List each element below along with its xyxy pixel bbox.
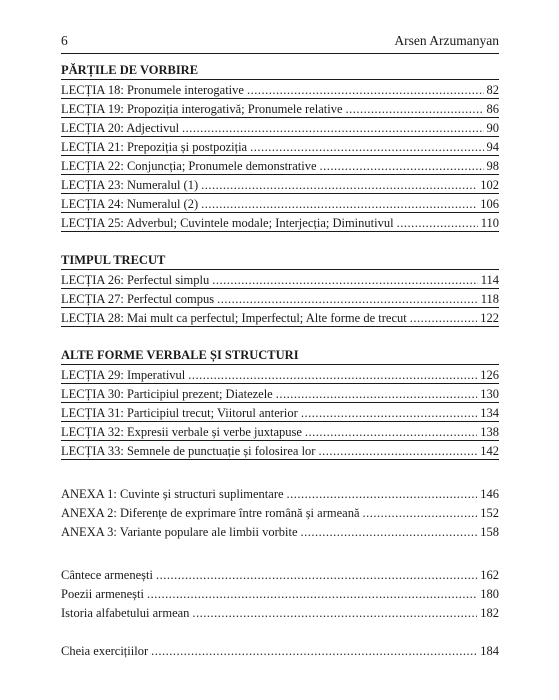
toc-entry-page: 106 [480,197,499,211]
toc-entry[interactable] [61,119,499,137]
toc-entry-title: LECȚIA 32: Expresii verbale și verbe juxtapuse [61,425,302,439]
leader-dots [301,524,478,540]
page-number: 6 [61,33,68,48]
leader-dots [410,310,478,326]
toc-entry[interactable] [61,214,499,232]
section-title-parts-of-speech: PĂRȚILE DE VORBIRE [61,62,499,80]
toc-entry-page: 138 [480,425,499,439]
toc-entry[interactable] [61,485,499,502]
toc-entry-title: LECȚIA 23: Numeralul (1) [61,178,199,192]
toc-entry-page: 158 [480,525,499,539]
toc-entry[interactable] [61,366,499,384]
leader-dots [188,367,477,383]
toc-entry[interactable] [61,309,499,327]
leader-dots [192,605,477,621]
toc-entry-page: 98 [486,159,499,173]
toc-entry[interactable] [61,176,499,194]
toc-entry-title: LECȚIA 21: Prepoziția și postpoziția [61,140,248,154]
toc-entry[interactable] [61,100,499,118]
toc-entry-title: LECȚIA 24: Numeralul (2) [61,197,199,211]
toc-entry-title: Cheia exercițiilor [61,644,149,658]
toc-entry[interactable] [61,157,499,175]
toc-entry-page: 118 [480,292,499,306]
toc-entry-title: Istoria alfabetului armean [61,606,190,620]
toc-entry[interactable] [61,290,499,308]
leader-dots [363,505,478,521]
toc-entry-title: ANEXA 2: Diferențe de exprimare între română și armeană [61,506,360,520]
leader-dots [201,177,477,193]
toc-entry-page: 142 [480,444,499,458]
leader-dots [156,567,477,583]
leader-dots [182,120,483,136]
toc-entry-title: LECȚIA 25: Adverbul; Cuvintele modale; Interjecția; Diminutivul [61,216,394,230]
toc-entry[interactable] [61,81,499,99]
toc-entry-title: LECȚIA 30: Participiul prezent; Diatezele [61,387,273,401]
toc-entry[interactable] [61,604,499,621]
leader-dots [151,643,477,659]
toc-entry-page: 162 [480,568,499,582]
section-title-other-verb-forms: ALTE FORME VERBALE ȘI STRUCTURI [61,347,499,365]
leader-dots [301,405,477,421]
toc-entry-page: 126 [480,368,499,382]
toc-entry[interactable] [61,404,499,422]
toc-entry[interactable] [61,195,499,213]
toc-entry-page: 94 [486,140,499,154]
leader-dots [397,215,478,231]
leader-dots [320,158,484,174]
toc-entry-page: 86 [486,102,499,116]
leader-dots [247,82,484,98]
leader-dots [318,443,477,459]
toc-entry-page: 114 [480,273,499,287]
author-name: Arsen Arzumanyan [394,33,499,48]
toc-entry-title: LECȚIA 26: Perfectul simplu [61,273,210,287]
toc-entry-page: 134 [480,406,499,420]
toc-entry[interactable] [61,138,499,156]
toc-entry-title: LECȚIA 28: Mai mult ca perfectul; Imperfectul; Alte forme de trecut [61,311,407,325]
toc-entry-title: LECȚIA 20: Adjectivul [61,121,180,135]
toc-entry-title: Poezii armenești [61,587,144,601]
leader-dots [305,424,477,440]
toc-entry-page: 146 [480,487,499,501]
toc-entry-title: ANEXA 1: Cuvinte și structuri suplimentare [61,487,284,501]
leader-dots [147,586,477,602]
toc-entry-title: LECȚIA 29: Imperativul [61,368,186,382]
toc-entry[interactable] [61,642,499,659]
leader-dots [276,386,478,402]
toc-entry-title: LECȚIA 18: Pronumele interogative [61,83,244,97]
toc-entry-page: 130 [480,387,499,401]
section-title-past-tense: TIMPUL TRECUT [61,252,499,270]
toc-entry-page: 180 [480,587,499,601]
leader-dots [287,486,478,502]
leader-dots [346,101,484,117]
toc-entry[interactable] [61,442,499,460]
toc-entry-page: 82 [486,83,499,97]
toc-entry[interactable] [61,423,499,441]
toc-entry[interactable] [61,504,499,521]
toc-entry[interactable] [61,566,499,583]
toc-entry-title: LECȚIA 31: Participiul trecut; Viitorul anterior [61,406,298,420]
toc-entry[interactable] [61,385,499,403]
toc-entry-title: LECȚIA 19: Propoziția interogativă; Pronumele relative [61,102,343,116]
leader-dots [201,196,477,212]
toc-entry-page: 90 [486,121,499,135]
leader-dots [217,291,478,307]
leader-dots [212,272,477,288]
toc-entry[interactable] [61,585,499,602]
toc-entry-page: 152 [480,506,499,520]
toc-entry-title: LECȚIA 33: Semnele de punctuație și folosirea lor [61,444,316,458]
toc-entry-title: ANEXA 3: Variante populare ale limbii vorbite [61,525,298,539]
toc-entry-title: LECȚIA 27: Perfectul compus [61,292,215,306]
toc-entry-title: LECȚIA 22: Conjuncția; Pronumele demonstrative [61,159,317,173]
leader-dots [250,139,483,155]
toc-entry[interactable] [61,523,499,540]
toc-entry[interactable] [61,271,499,289]
toc-entry-page: 184 [480,644,499,658]
toc-entry-title: Cântece armenești [61,568,153,582]
toc-entry-page: 110 [480,216,499,230]
toc-entry-page: 122 [480,311,499,325]
toc-entry-page: 182 [480,606,499,620]
toc-entry-page: 102 [480,178,499,192]
page-header [61,31,499,54]
